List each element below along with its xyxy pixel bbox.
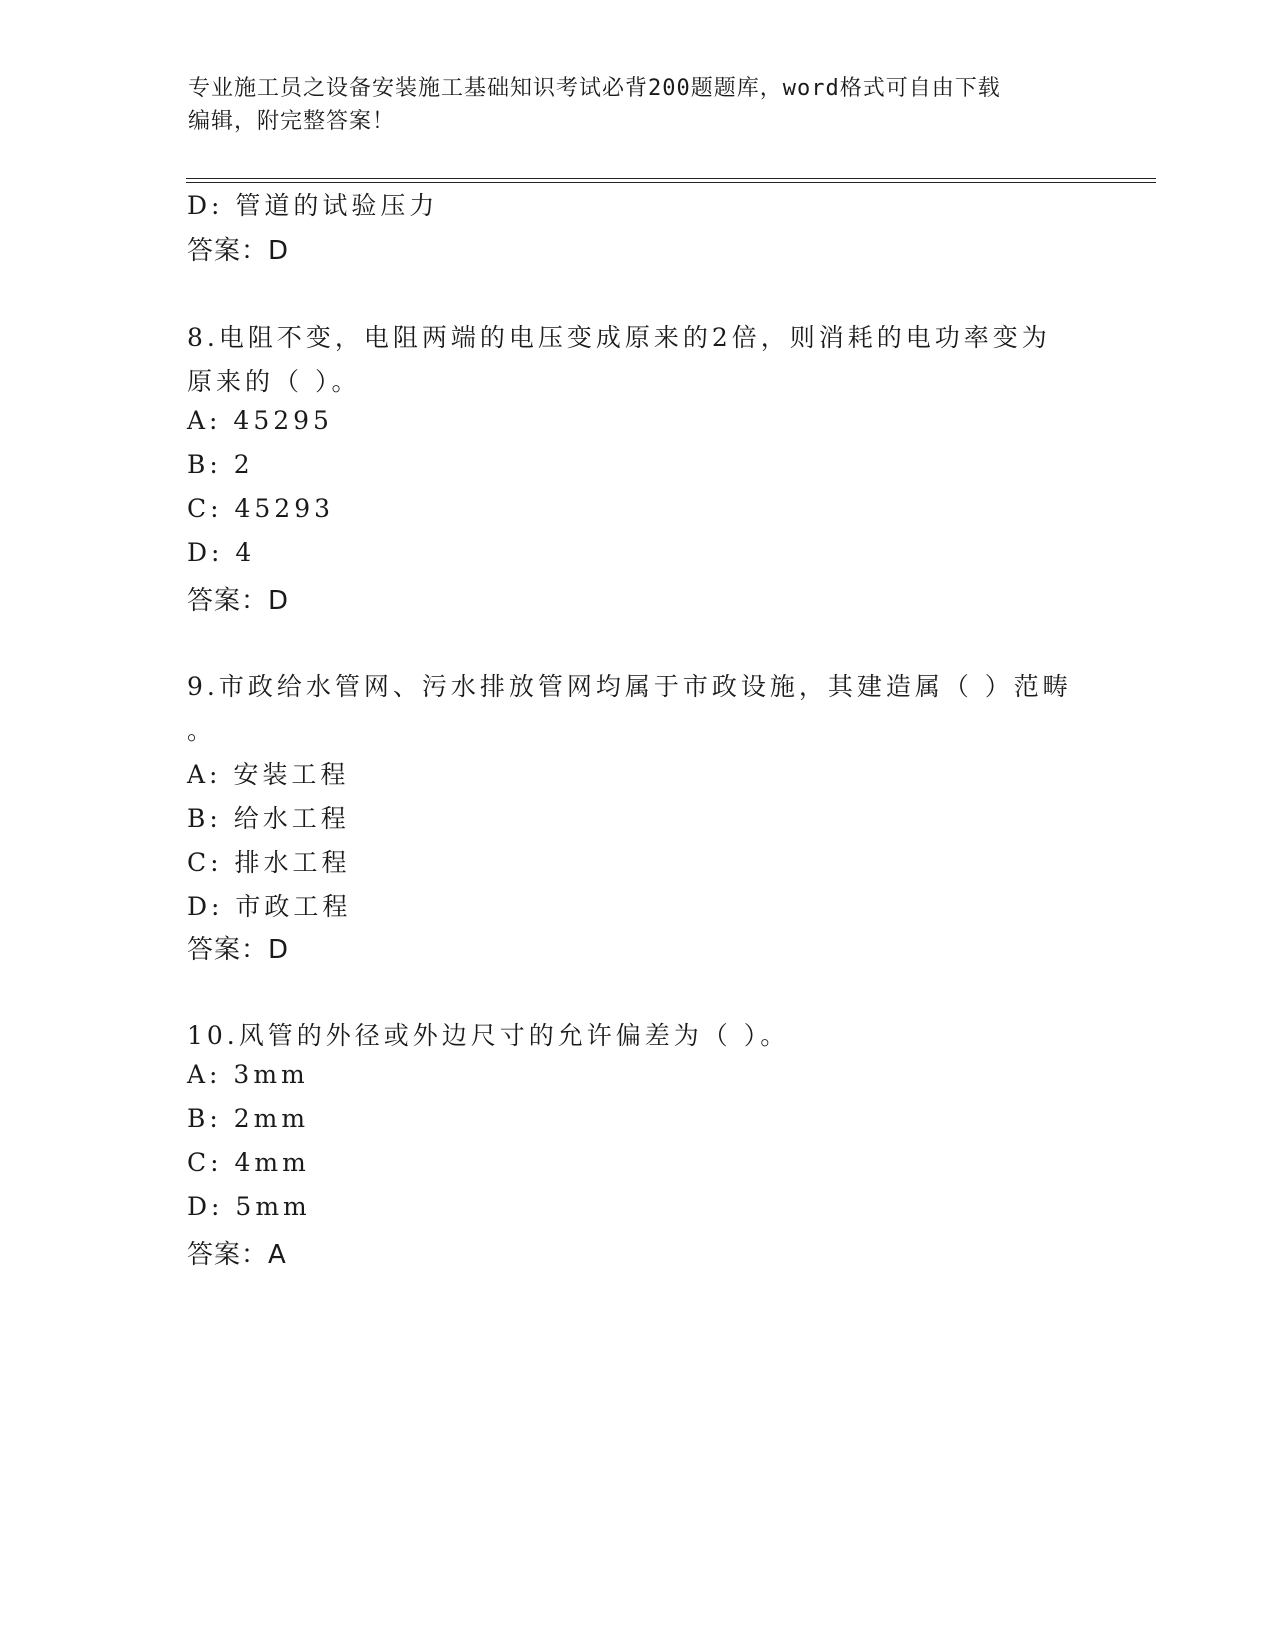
q9-answer: 答案：D [187, 935, 290, 965]
q8-option-a: A: 45295 [187, 406, 333, 435]
q7-option-d: D: 管道的试验压力 [187, 191, 439, 220]
q8-option-d: D: 4 [187, 538, 256, 567]
q9-option-b: B: 给水工程 [187, 804, 350, 833]
q9-stem-line-1: 9.市政给水管网、污水排放管网均属于市政设施，其建造属（ ）范畴 [187, 672, 1072, 701]
q9-option-d: D: 市政工程 [187, 892, 352, 921]
q10-option-b: B: 2mm [187, 1104, 310, 1133]
q9-stem-line-2: 。 [187, 716, 217, 745]
q8-answer: 答案：D [187, 586, 290, 616]
q10-stem-line-1: 10.风管的外径或外边尺寸的允许偏差为（ ）。 [187, 1021, 790, 1050]
q10-option-c: C: 4mm [187, 1148, 310, 1177]
q8-stem-line-1: 8.电阻不变，电阻两端的电压变成原来的2倍，则消耗的电功率变为 [187, 323, 1051, 352]
header-divider-bottom [186, 182, 1156, 183]
q8-option-c: C: 45293 [187, 494, 335, 523]
q9-option-a: A: 安装工程 [187, 760, 350, 789]
header-line-2: 编辑，附完整答案！ [188, 109, 396, 134]
q7-answer: 答案：D [187, 236, 290, 266]
q8-option-b: B: 2 [187, 450, 254, 479]
q10-answer: 答案：A [187, 1240, 287, 1270]
header-line-1: 专业施工员之设备安装施工基础知识考试必背200题题库，word格式可自由下载 [188, 76, 1001, 101]
document-header [188, 72, 1088, 138]
q10-option-d: D: 5mm [187, 1192, 311, 1221]
q9-option-c: C: 排水工程 [187, 848, 351, 877]
q10-option-a: A: 3mm [187, 1060, 309, 1089]
header-divider-top [186, 178, 1156, 179]
q8-stem-line-2: 原来的（ ）。 [187, 367, 361, 396]
